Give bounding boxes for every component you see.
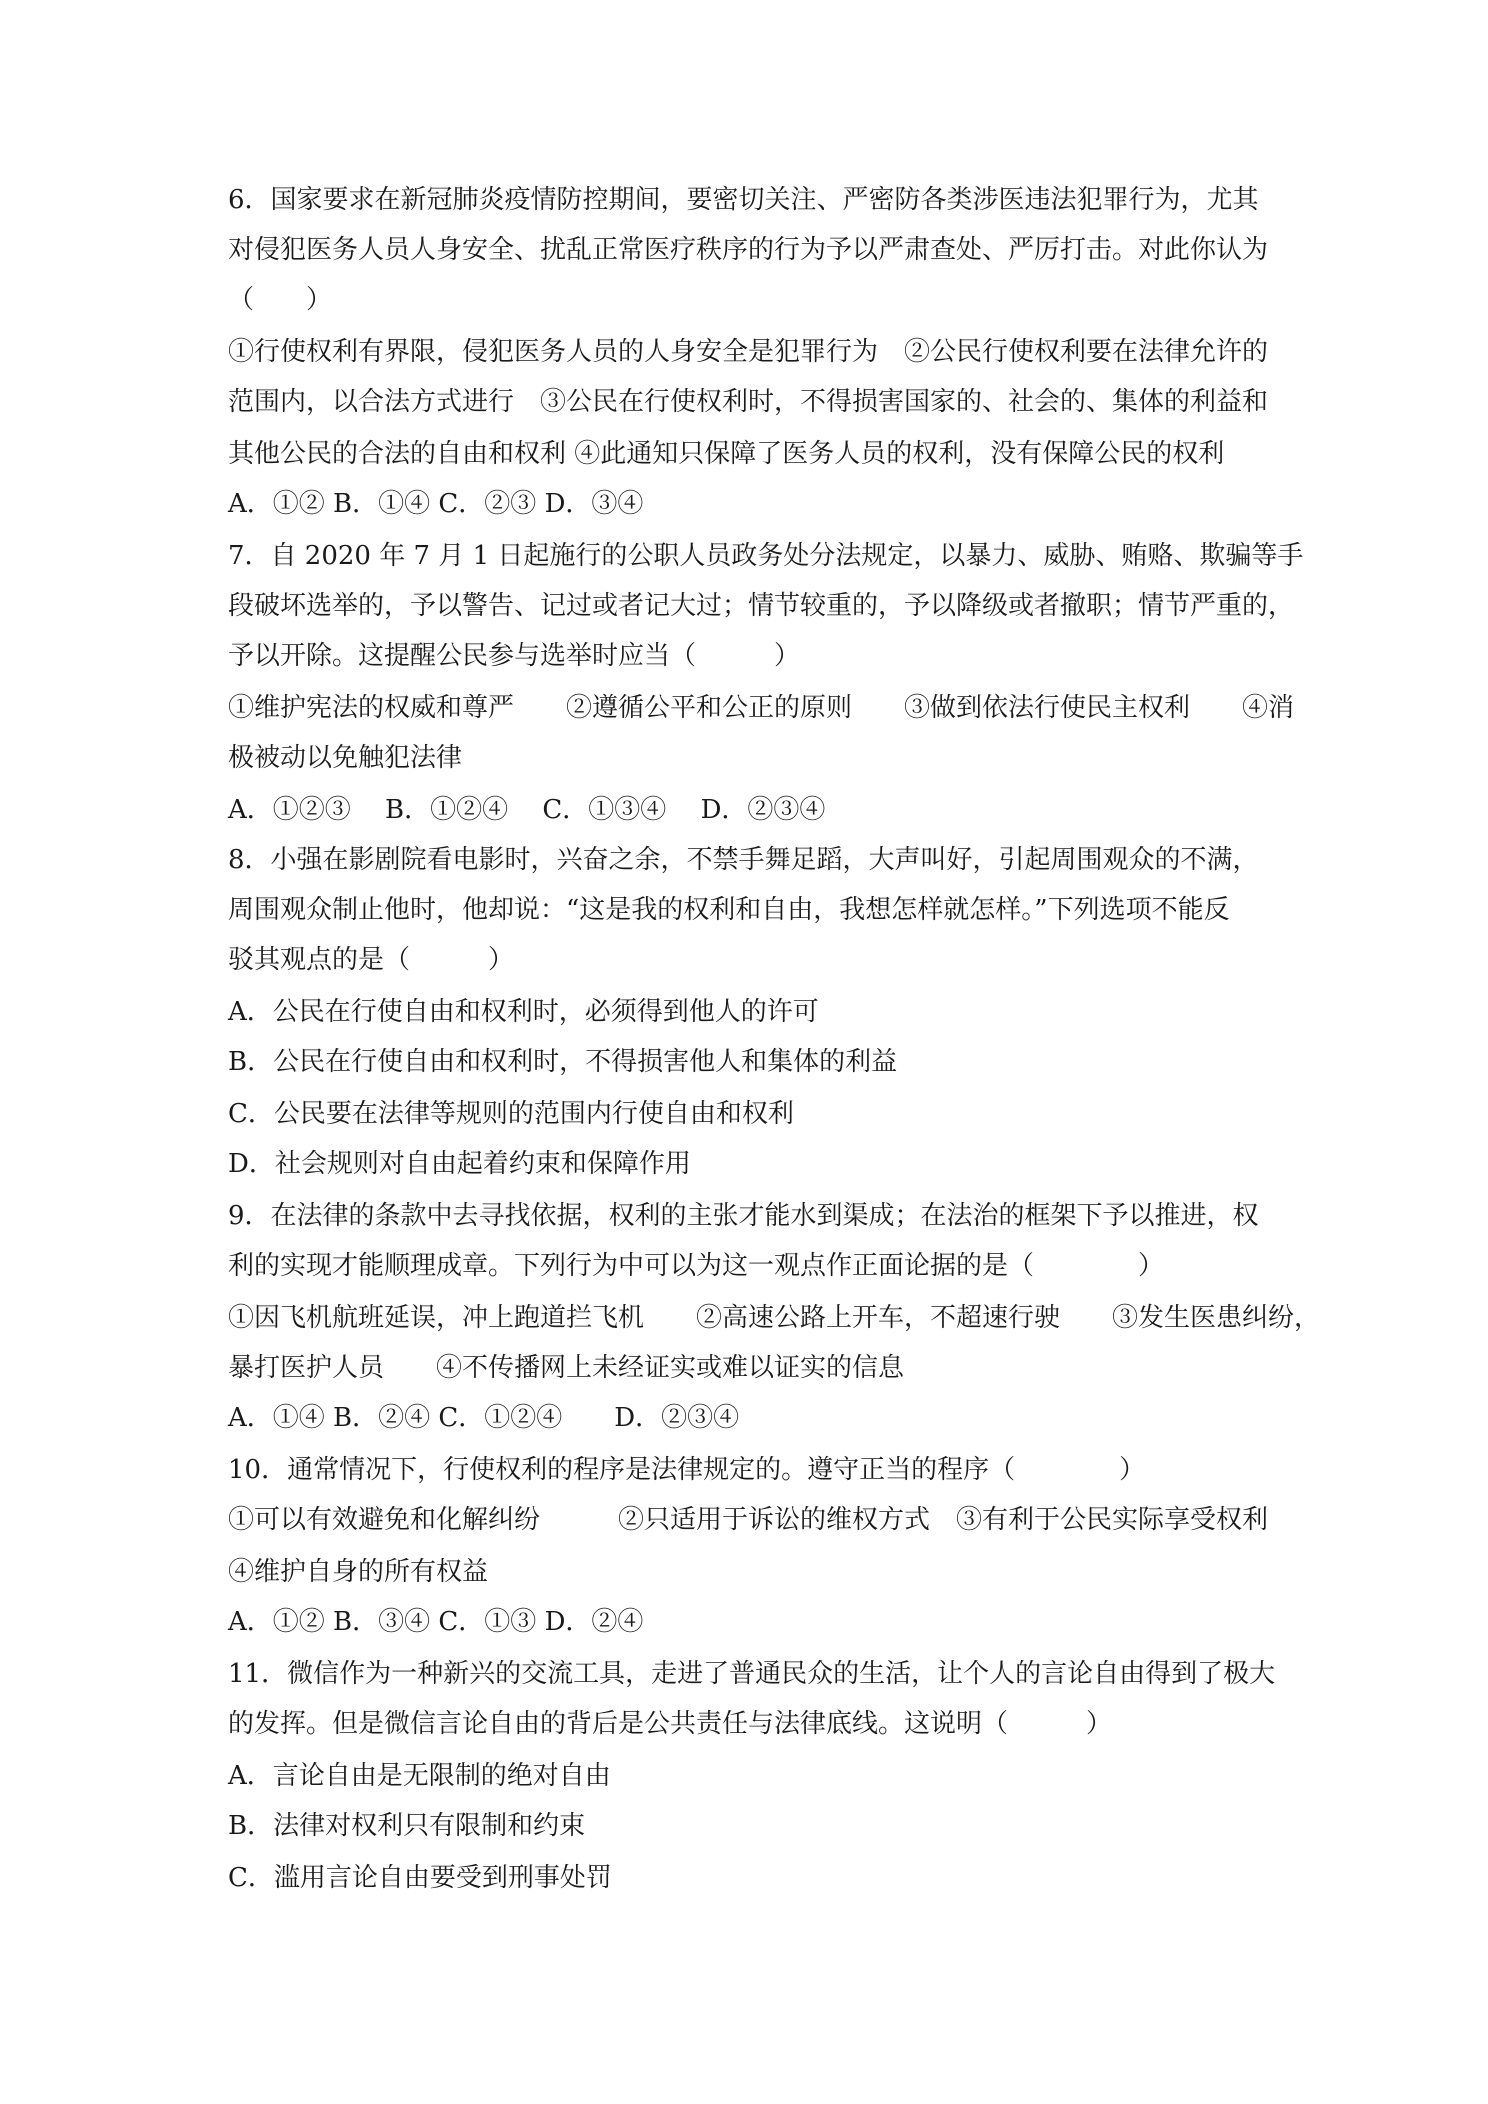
question-10-statements: ④维护自身的所有权益 [228, 1557, 489, 1587]
question-7-options: A．①②③ B．①②④ C．①③④ D．②③④ [228, 795, 826, 825]
question-9-statements: 暴打医护人员 ④不传播网上未经证实或难以证实的信息 [228, 1353, 905, 1383]
question-8-option-c: C．公民要在法律等规则的范围内行使自由和权利 [228, 1099, 794, 1129]
question-7-statements: ①维护宪法的权威和尊严 ②遵循公平和公正的原则 ③做到依法行使民主权利 ④消 [228, 693, 1295, 723]
question-11-option-c: C．滥用言论自由要受到刑事处罚 [228, 1863, 612, 1893]
question-8-option-a: A．公民在行使自由和权利时，必须得到他人的许可 [228, 997, 819, 1027]
question-6-stem: 对侵犯医务人员人身安全、扰乱正常医疗秩序的行为予以严肃查处、严厉打击。对此你认为 [228, 235, 1269, 265]
question-6-options: A．①② B．①④ C．②③ D．③④ [228, 489, 644, 519]
question-6-statements: 范围内，以合法方式进行 ③公民在行使权利时，不得损害国家的、社会的、集体的利益和 [228, 387, 1269, 417]
question-8-option-d: D．社会规则对自由起着约束和保障作用 [228, 1149, 691, 1179]
question-9-statements: ①因飞机航班延误，冲上跑道拦飞机 ②高速公路上开车，不超速行驶 ③发生医患纠纷， [228, 1303, 1321, 1333]
question-7-stem: 7．自 2020 年 7 月 1 日起施行的公职人员政务处分法规定，以暴力、威胁、贿赂、欺骗等手 [228, 541, 1304, 571]
question-10-stem: 10．通常情况下，行使权利的程序是法律规定的。遵守正当的程序（ ） [228, 1455, 1146, 1485]
question-11-stem: 的发挥。但是微信言论自由的背后是公共责任与法律底线。这说明（ ） [228, 1709, 1113, 1739]
question-10-options: A．①② B．③④ C．①③ D．②④ [228, 1607, 644, 1637]
question-6-stem: 6．国家要求在新冠肺炎疫情防控期间，要密切关注、严密防各类涉医违法犯罪行为，尤其 [228, 185, 1259, 215]
question-11-option-a: A．言论自由是无限制的绝对自由 [228, 1761, 611, 1791]
question-6-statements: ①行使权利有界限，侵犯医务人员的人身安全是犯罪行为 ②公民行使权利要在法律允许的 [228, 337, 1269, 367]
question-9-stem: 利的实现才能顺理成章。下列行为中可以为这一观点作正面论据的是（ ） [228, 1251, 1165, 1281]
question-9-stem: 9．在法律的条款中去寻找依据，权利的主张才能水到渠成；在法治的框架下予以推进，权 [228, 1201, 1259, 1231]
question-11-option-b: B．法律对权利只有限制和约束 [228, 1811, 586, 1841]
question-7-stem: 予以开除。这提醒公民参与选举时应当（ ） [228, 641, 801, 671]
question-10-statements: ①可以有效避免和化解纠纷 ②只适用于诉讼的维权方式 ③有利于公民实际享受权利 [228, 1505, 1269, 1535]
question-6-answer-blank: （ ） [228, 285, 333, 315]
question-11-stem: 11．微信作为一种新兴的交流工具，走进了普通民众的生活，让个人的言论自由得到了极大 [228, 1659, 1276, 1689]
question-8-option-b: B．公民在行使自由和权利时，不得损害他人和集体的利益 [228, 1047, 898, 1077]
question-8-stem: 8．小强在影剧院看电影时，兴奋之余，不禁手舞足蹈，大声叫好，引起周围观众的不满， [228, 845, 1259, 875]
question-8-stem: 驳其观点的是（ ） [228, 945, 515, 975]
question-9-options: A．①④ B．②④ C．①②④ D．②③④ [228, 1403, 740, 1433]
question-8-stem: 周围观众制止他时，他却说：“这是我的权利和自由，我想怎样就怎样。”下列选项不能反 [228, 895, 1230, 925]
question-6-statements: 其他公民的合法的自由和权利 ④此通知只保障了医务人员的权利，没有保障公民的权利 [228, 439, 1225, 469]
question-7-statements: 极被动以免触犯法律 [228, 743, 463, 773]
question-7-stem: 段破坏选举的，予以警告、记过或者记大过；情节较重的，予以降级或者撤职；情节严重的， [228, 591, 1295, 621]
